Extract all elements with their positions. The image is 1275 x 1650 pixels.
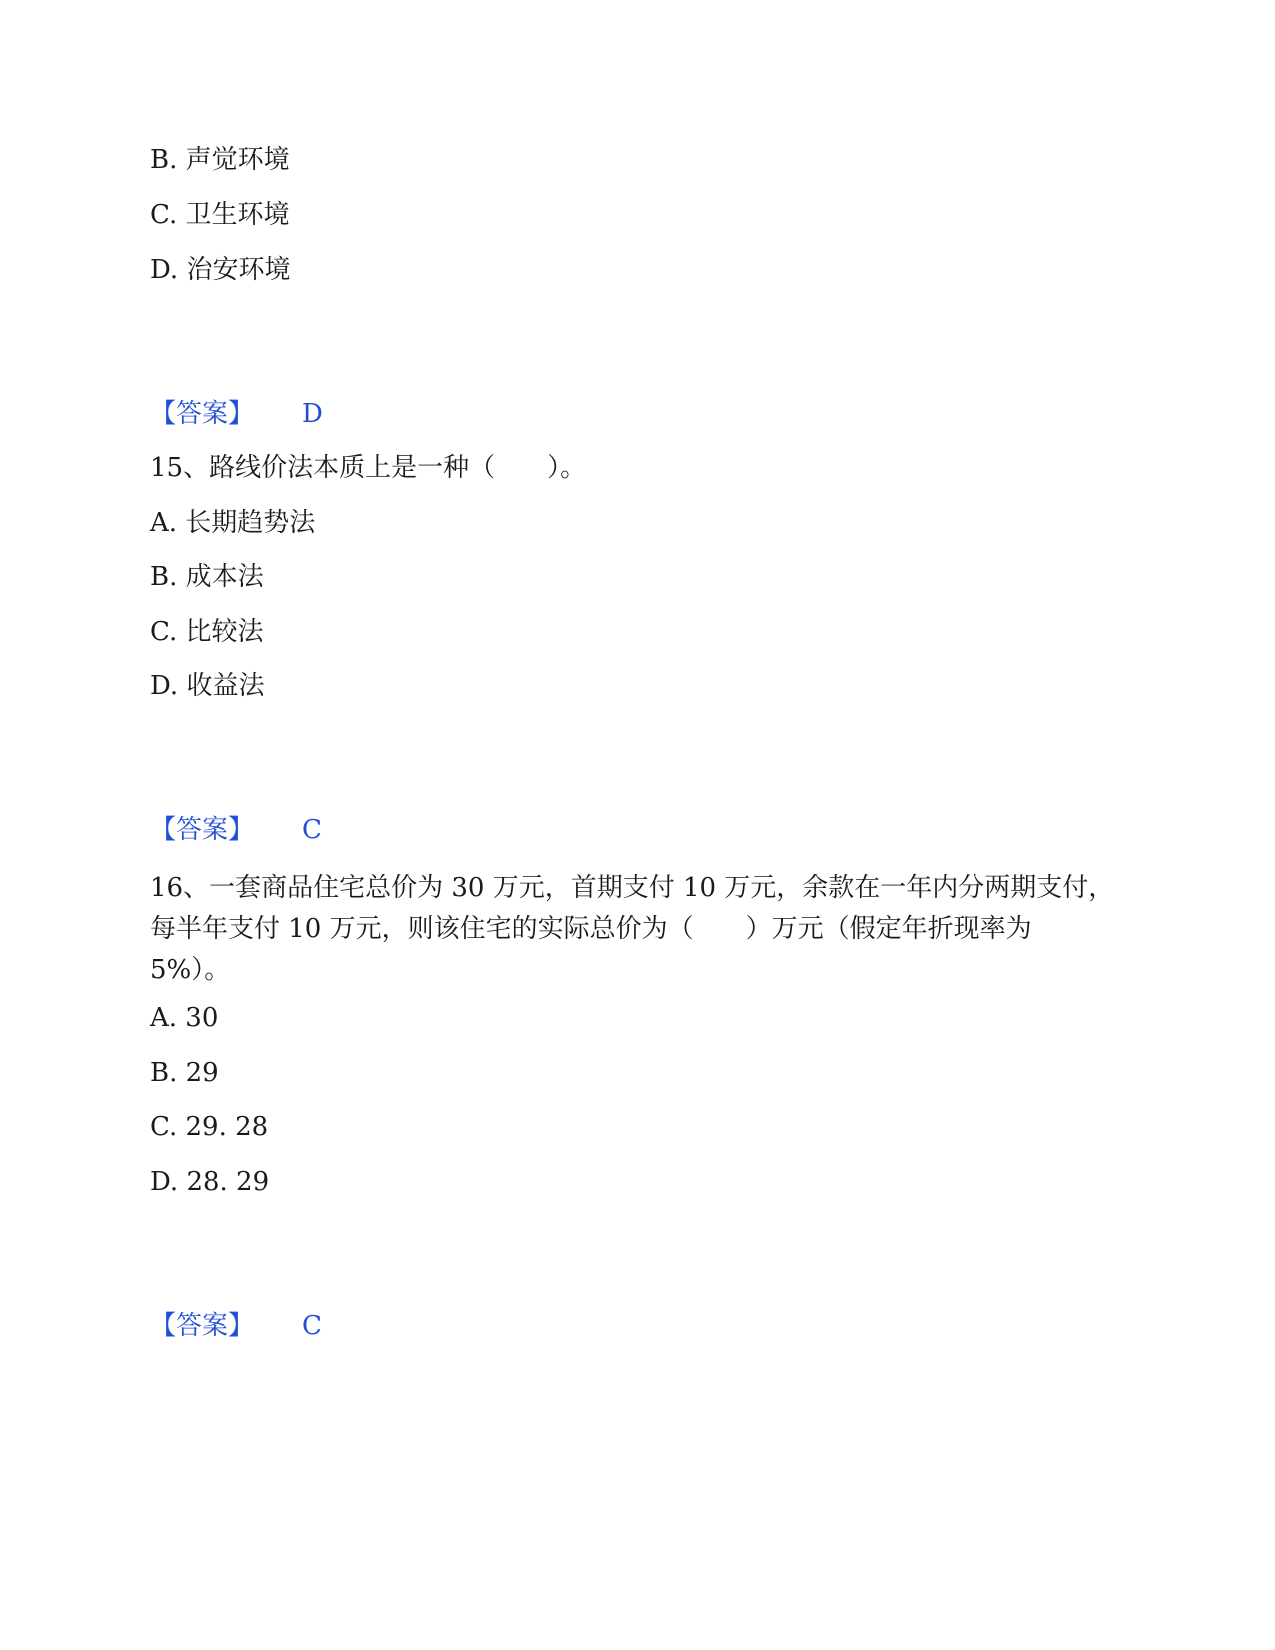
q15-option-b: B. 成本法	[150, 562, 264, 592]
q16-option-d: D. 28. 29	[150, 1167, 270, 1197]
question-15-text: 15、路线价法本质上是一种（ ）。	[150, 453, 587, 483]
q15-option-a: A. 长期趋势法	[150, 508, 316, 538]
answer-label: 【答案】	[150, 815, 255, 845]
option-d: D. 治安环境	[150, 255, 291, 285]
option-c: C. 卫生环境	[150, 200, 290, 230]
answer-label: 【答案】	[150, 399, 255, 429]
option-b: B. 声觉环境	[150, 145, 290, 175]
q16-option-a: A. 30	[150, 1003, 219, 1033]
q16-option-c: C. 29. 28	[150, 1112, 269, 1142]
q16-answer-line	[150, 1310, 322, 1342]
answer-line	[150, 398, 323, 430]
answer-value: C	[302, 815, 322, 845]
question-16-text: 16、一套商品住宅总价为 30 万元，首期支付 10 万元，余款在一年内分两期支付，每半年支付 10 万元，则该住宅的实际总价为（ ）万元（假定年折现率为 5%）。	[150, 873, 1115, 985]
answer-value: C	[302, 1311, 322, 1341]
answer-value: D	[302, 399, 323, 429]
q15-option-d: D. 收益法	[150, 671, 265, 701]
q15-answer-line	[150, 814, 322, 846]
q16-option-b: B. 29	[150, 1058, 219, 1088]
answer-label: 【答案】	[150, 1311, 255, 1341]
q15-option-c: C. 比较法	[150, 617, 264, 647]
